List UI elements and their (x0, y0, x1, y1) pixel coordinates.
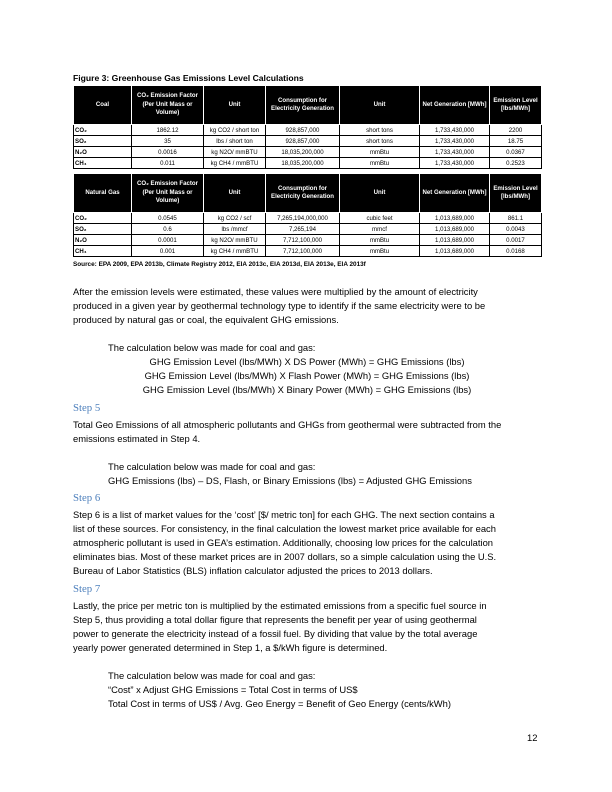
formula-line: “Cost” x Adjust GHG Emissions = Total Cost in terms of US$ (108, 684, 358, 695)
header-cell: Unit (204, 174, 266, 213)
species-cell: N₂O (74, 235, 132, 246)
calculation-intro: The calculation below was made for coal and gas: (108, 342, 316, 353)
table-cell: 2200 (490, 125, 542, 136)
species-cell: SO₂ (74, 224, 132, 235)
step5-line: Total Geo Emissions of all atmospheric pollutants and GHGs from geothermal were subtracted from the (73, 419, 502, 430)
table-cell: kg CO2 / scf (204, 213, 266, 224)
formula-line: GHG Emission Level (lbs/MWh) X Flash Power (MWh) = GHG Emissions (lbs) (144, 370, 470, 381)
species-cell: CO₂ (74, 125, 132, 136)
table-cell: 0.2523 (490, 158, 542, 169)
table-cell: 861.1 (490, 213, 542, 224)
species-cell: CO₂ (74, 213, 132, 224)
step7-line: power to generate the electricity instead of a fossil fuel. By dividing that value by the total average (73, 628, 478, 639)
table-row (74, 125, 542, 136)
table-cell: 1862.12 (132, 125, 204, 136)
table-row (74, 246, 542, 257)
table-cell: 0.0043 (490, 224, 542, 235)
step5-heading: Step 5 (73, 402, 101, 414)
table-cell: 7,265,194 (266, 224, 340, 235)
table-header-row (74, 174, 542, 213)
table-cell: lbs / short ton (204, 136, 266, 147)
natural-gas-emissions-table (73, 173, 542, 257)
step6-heading: Step 6 (73, 492, 101, 504)
table-cell: short tons (340, 136, 420, 147)
table-cell: 0.0017 (490, 235, 542, 246)
table-cell: mmcf (340, 224, 420, 235)
table-cell: 0.011 (132, 158, 204, 169)
formula-line: GHG Emission Level (lbs/MWh) X DS Power (MWh) = GHG Emissions (lbs) (149, 356, 465, 367)
table-header-row (74, 86, 542, 125)
species-cell: N₂O (74, 147, 132, 158)
calculation-intro: The calculation below was made for coal and gas: (108, 461, 316, 472)
calculation-intro: The calculation below was made for coal and gas: (108, 670, 316, 681)
table-cell: 0.0168 (490, 246, 542, 257)
step6-line: eliminates bias. Most of these market prices are in 2007 dollars, so a simple calculation using the U.S. (73, 551, 497, 562)
header-cell: Consumption for Electricity Generation (266, 86, 340, 125)
table-cell: mmBtu (340, 158, 420, 169)
table-cell: 18.75 (490, 136, 542, 147)
table-row (74, 213, 542, 224)
header-cell: Coal (74, 86, 132, 125)
figure-title: Figure 3: Greenhouse Gas Emissions Level Calculations (73, 73, 304, 83)
table-cell: 0.001 (132, 246, 204, 257)
table-cell: 1,733,430,000 (420, 136, 490, 147)
table-row (74, 136, 542, 147)
table-cell: 7,265,194,000,000 (266, 213, 340, 224)
intro-line: After the emission levels were estimated, these values were multiplied by the amount of electricity (73, 286, 478, 297)
species-cell: CH₄ (74, 158, 132, 169)
table-cell: 7,712,100,000 (266, 235, 340, 246)
table-cell: 0.0367 (490, 147, 542, 158)
table-cell: 1,013,689,000 (420, 224, 490, 235)
header-cell: Emission Level [lbs/MWh] (490, 86, 542, 125)
page-number: 12 (527, 732, 538, 743)
table-cell: mmBtu (340, 235, 420, 246)
table-cell: kg CH4 / mmBTU (204, 158, 266, 169)
table-cell: 0.6 (132, 224, 204, 235)
table-cell: 1,733,430,000 (420, 158, 490, 169)
step7-line: Step 5, thus providing a total dollar figure that represents the benefit per year of using geothermal (73, 614, 477, 625)
table-row (74, 147, 542, 158)
intro-line: produced by natural gas or coal, the equivalent GHG emissions. (73, 314, 339, 325)
header-cell: Natural Gas (74, 174, 132, 213)
table-cell: 1,013,689,000 (420, 235, 490, 246)
header-cell: Unit (340, 174, 420, 213)
species-cell: SO₂ (74, 136, 132, 147)
table-cell: kg N2O/ mmBTU (204, 147, 266, 158)
table-cell: lbs /mmcf (204, 224, 266, 235)
table-cell: 0.0545 (132, 213, 204, 224)
step7-heading: Step 7 (73, 583, 101, 595)
table-cell: mmBtu (340, 147, 420, 158)
table-cell: 1,013,689,000 (420, 213, 490, 224)
step6-line: atmospheric pollutant is used in GEA’s estimation. Additionally, choosing low prices for the calculation (73, 537, 494, 548)
header-cell: Unit (340, 86, 420, 125)
header-cell: CO₂ Emission Factor (Per Unit Mass or Volume) (132, 86, 204, 125)
table-cell: 18,035,200,000 (266, 147, 340, 158)
coal-emissions-table (73, 85, 542, 169)
species-cell: CH₄ (74, 246, 132, 257)
step6-line: Bureau of Labor Statistics (BLS) inflation calculator adjusted the prices to 2013 dollars. (73, 565, 433, 576)
step6-line: list of these sources. For consistency, in the final calculation the lowest market price available for each (73, 523, 496, 534)
table-cell: 0.0001 (132, 235, 204, 246)
table-row (74, 235, 542, 246)
step6-line: Step 6 is a list of market values for the ‘cost’ [$/ metric ton] for each GHG. The next section contains a (73, 509, 495, 520)
header-cell: CO₂ Emission Factor (Per Unit Mass or Volume) (132, 174, 204, 213)
table-cell: kg CH4 / mmBTU (204, 246, 266, 257)
header-cell: Net Generation [MWh] (420, 86, 490, 125)
header-cell: Net Generation [MWh] (420, 174, 490, 213)
table-cell: 928,857,000 (266, 125, 340, 136)
table-row (74, 224, 542, 235)
table-cell: 1,733,430,000 (420, 125, 490, 136)
table-row (74, 158, 542, 169)
table-cell: cubic feet (340, 213, 420, 224)
formula-line: GHG Emission Level (lbs/MWh) X Binary Power (MWh) = GHG Emissions (lbs) (142, 384, 472, 395)
formula-line: Total Cost in terms of US$ / Avg. Geo Energy = Benefit of Geo Energy (cents/kWh) (108, 698, 451, 709)
table-cell: 7,712,100,000 (266, 246, 340, 257)
table-cell: 0.0016 (132, 147, 204, 158)
header-cell: Consumption for Electricity Generation (266, 174, 340, 213)
table-cell: kg N2O/ mmBTU (204, 235, 266, 246)
table-cell: 1,733,430,000 (420, 147, 490, 158)
table-source-note: Source: EPA 2009, EPA 2013b, Climate Registry 2012, EIA 2013c, EIA 2013d, EIA 2013e, EIA 2013f (73, 261, 366, 268)
formula-line: GHG Emissions (lbs) – DS, Flash, or Binary Emissions (lbs) = Adjusted GHG Emissions (108, 475, 472, 486)
step5-line: emissions estimated in Step 4. (73, 433, 201, 444)
header-cell: Emission Level [lbs/MWh] (490, 174, 542, 213)
table-cell: short tons (340, 125, 420, 136)
table-cell: 928,857,000 (266, 136, 340, 147)
intro-line: produced in a given year by geothermal technology type to identify if the same electricity were to be (73, 300, 486, 311)
table-cell: 1,013,689,000 (420, 246, 490, 257)
table-cell: 18,035,200,000 (266, 158, 340, 169)
header-cell: Unit (204, 86, 266, 125)
step7-line: yearly power generated determined in Step 1, a $/kWh figure is determined. (73, 642, 388, 653)
table-cell: mmBtu (340, 246, 420, 257)
table-cell: kg CO2 / short ton (204, 125, 266, 136)
table-cell: 35 (132, 136, 204, 147)
step7-line: Lastly, the price per metric ton is multiplied by the estimated emissions from a specific fuel source in (73, 600, 487, 611)
